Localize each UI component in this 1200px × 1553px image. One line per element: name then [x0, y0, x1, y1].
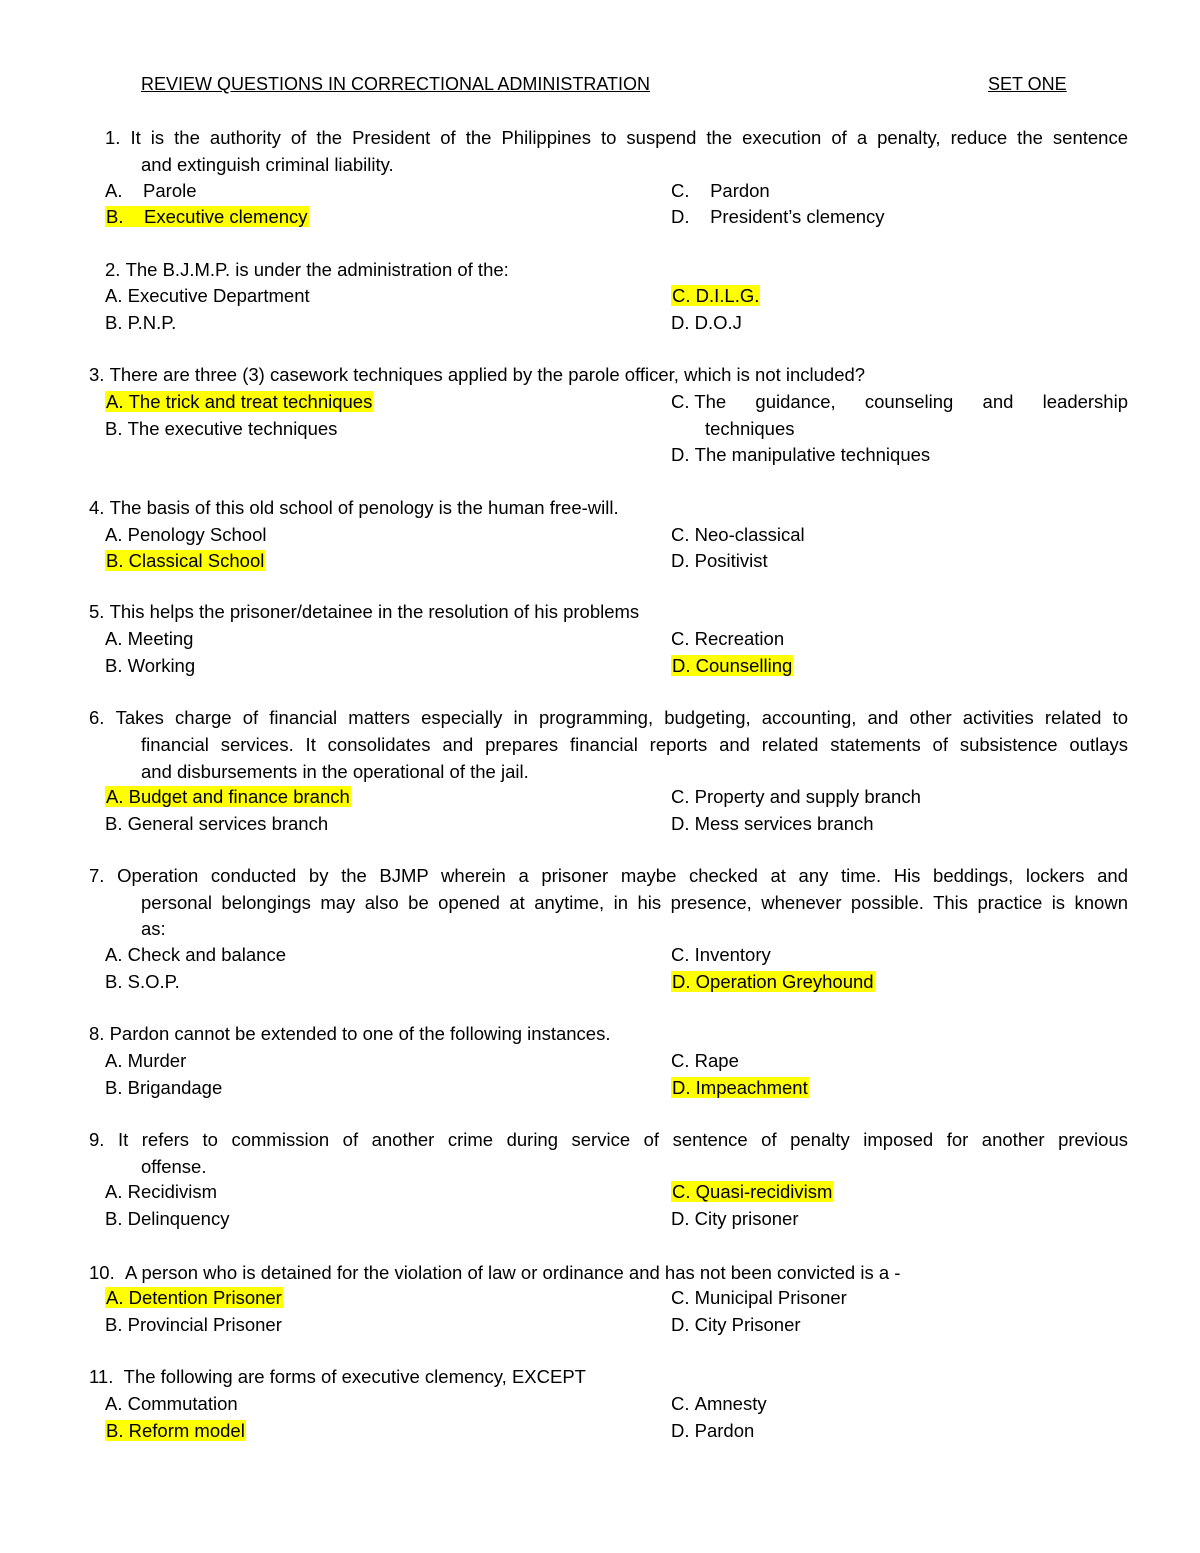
choice-d: D. D.O.J [671, 312, 742, 333]
question-6-text-line-1: 6. Takes charge of financial matters especially in programming, budgeting, accounting, and other activities related to [89, 707, 1128, 728]
choice-b: B. Working [105, 655, 196, 676]
choice-c: C. Rape [671, 1050, 739, 1071]
choice-c: C. The guidance, counseling and leadership [671, 391, 1128, 412]
question-6-text-line-2: financial services. It consolidates and prepares financial reports and related statements of subsistence outlays [141, 734, 1128, 755]
choice-d: D. The manipulative techniques [671, 444, 931, 465]
choice-c: C. Recreation [671, 628, 785, 649]
question-9-text-line-2: offense. [141, 1156, 207, 1177]
choice-c: C. Pardon [671, 180, 770, 201]
choice-d-answer: D. Counselling [672, 655, 793, 676]
choice-b-answer: B. Reform model [106, 1420, 245, 1441]
choice-a: A. Penology School [105, 524, 267, 545]
choice-a-answer: A. Detention Prisoner [106, 1287, 282, 1308]
choice-b: B. The executive techniques [105, 418, 338, 439]
choice-a-answer: A. Budget and finance branch [106, 786, 350, 807]
question-9-text-line-1: 9. It refers to commission of another crime during service of sentence of penalty imposed for another previous [89, 1129, 1128, 1150]
choice-a: A. Murder [105, 1050, 187, 1071]
choice-d: D. Positivist [671, 550, 768, 571]
choice-c: C. Property and supply branch [671, 786, 921, 807]
choice-c: C. Inventory [671, 944, 771, 965]
choice-d: D. Pardon [671, 1420, 755, 1441]
choice-a: A. Check and balance [105, 944, 287, 965]
choice-a: A. Parole [105, 180, 197, 201]
choice-d: D. City prisoner [671, 1208, 799, 1229]
choice-b-answer: B. Executive clemency [106, 206, 308, 227]
set-label: SET ONE [988, 74, 1067, 94]
question-2-text: 2. The B.J.M.P. is under the administration of the: [105, 259, 509, 280]
choice-d: D. Mess services branch [671, 813, 874, 834]
choice-c: C. Neo-classical [671, 524, 805, 545]
choice-b: B. Delinquency [105, 1208, 230, 1229]
choice-d-answer: D. Impeachment [672, 1077, 808, 1098]
question-5-text: 5. This helps the prisoner/detainee in the resolution of his problems [89, 601, 640, 622]
choice-b: B. General services branch [105, 813, 329, 834]
choice-c-answer: C. D.I.L.G. [672, 285, 760, 306]
question-6-text-line-3: and disbursements in the operational of the jail. [141, 761, 529, 782]
question-11-text: 11. The following are forms of executive clemency, EXCEPT [89, 1366, 586, 1387]
document-title: REVIEW QUESTIONS IN CORRECTIONAL ADMINISTRATION [141, 74, 651, 94]
question-7-text-line-3: as: [141, 918, 166, 939]
choice-c-answer: C. Quasi-recidivism [672, 1181, 833, 1202]
question-3-text: 3. There are three (3) casework techniques applied by the parole officer, which is not included? [89, 364, 866, 385]
choice-b: B. Provincial Prisoner [105, 1314, 282, 1335]
choice-b-answer: B. Classical School [106, 550, 265, 571]
choice-d: D. President’s clemency [671, 206, 885, 227]
choice-b: B. Brigandage [105, 1077, 223, 1098]
choice-d-answer: D. Operation Greyhound [672, 971, 874, 992]
question-1-text-line-1: 1. It is the authority of the President of the Philippines to suspend the execution of a penalty, reduce the sentence [105, 127, 1129, 148]
choice-b: B. S.O.P. [105, 971, 180, 992]
choice-c: C. Municipal Prisoner [671, 1287, 847, 1308]
choice-d: D. City Prisoner [671, 1314, 801, 1335]
header [0, 74, 1200, 100]
question-4-text: 4. The basis of this old school of penology is the human free-will. [89, 497, 619, 518]
choice-a: A. Executive Department [105, 285, 310, 306]
question-10-text: 10. A person who is detained for the violation of law or ordinance and has not been convicted is a - [89, 1262, 901, 1283]
question-1-text-line-2: and extinguish criminal liability. [141, 154, 394, 175]
choice-b: B. P.N.P. [105, 312, 177, 333]
choice-a: A. Meeting [105, 628, 194, 649]
choice-a-answer: A. The trick and treat techniques [106, 391, 373, 412]
question-7-text-line-2: personal belongings may also be opened at anytime, in his presence, whenever possible. This practice is known [141, 892, 1128, 913]
choice-c: C. Amnesty [671, 1393, 767, 1414]
choice-c-continued: techniques [705, 418, 795, 439]
choice-a: A. Recidivism [105, 1181, 218, 1202]
question-8-text: 8. Pardon cannot be extended to one of the following instances. [89, 1023, 611, 1044]
question-7-text-line-1: 7. Operation conducted by the BJMP wherein a prisoner maybe checked at any time. His beddings, lockers and [89, 865, 1128, 886]
question-number: 1. [105, 127, 121, 148]
choice-a: A. Commutation [105, 1393, 238, 1414]
